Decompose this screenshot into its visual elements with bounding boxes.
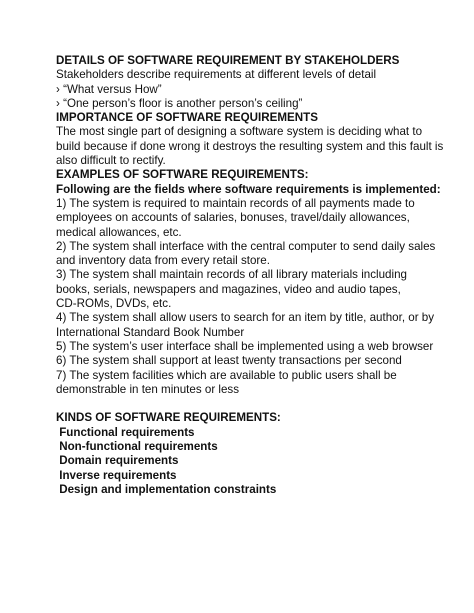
example-7-line-2: demonstrable in ten minutes or less — [56, 382, 240, 396]
example-3-line-1: 3) The system shall maintain records of all library materials including — [56, 268, 407, 282]
example-1-line-2: employees on accounts of salaries, bonuses, travel/daily allowances, — [56, 211, 410, 225]
importance-line-3: also difficult to rectify. — [56, 154, 166, 168]
example-4-line-1: 4) The system shall allow users to search for an item by title, author, or by — [56, 311, 435, 325]
example-2-line-2: and inventory data from every retail store. — [56, 254, 270, 268]
section-heading-kinds: KINDS OF SOFTWARE REQUIREMENTS: — [56, 411, 281, 425]
stakeholders-bullet-2: › “One person’s floor is another person’s ceiling” — [56, 96, 303, 110]
section-heading-importance: IMPORTANCE OF SOFTWARE REQUIREMENTS — [56, 111, 318, 125]
example-6-line-1: 6) The system shall support at least twenty transactions per second — [56, 354, 402, 368]
examples-subheading: Following are the fields where software requirements is implemented: — [56, 182, 441, 196]
example-5-line-1: 5) The system’s user interface shall be implemented using a web browser — [56, 339, 434, 353]
example-2-line-1: 2) The system shall interface with the central computer to send daily sales — [56, 239, 436, 253]
example-3-line-2: books, serials, newspapers and magazines, video and audio tapes, — [56, 282, 401, 296]
importance-line-1: The most single part of designing a software system is deciding what to — [56, 125, 423, 139]
section-heading-stakeholders: DETAILS OF SOFTWARE REQUIREMENT BY STAKEHOLDERS — [56, 54, 400, 67]
example-1-line-1: 1) The system is required to maintain records of all payments made to — [56, 196, 415, 210]
document-body — [56, 54, 456, 497]
example-3-line-3: CD-ROMs, DVDs, etc. — [56, 297, 172, 311]
kinds-item-domain: Domain requirements — [56, 454, 179, 468]
example-1-line-3: medical allowances, etc. — [56, 225, 182, 239]
kinds-item-non-functional: Non-functional requirements — [56, 440, 218, 454]
example-7-line-1: 7) The system facilities which are available to public users shall be — [56, 368, 397, 382]
kinds-item-design-constraints: Design and implementation constraints — [56, 482, 277, 496]
stakeholders-intro: Stakeholders describe requirements at different levels of detail — [56, 68, 377, 82]
stakeholders-bullet-1: › “What versus How” — [56, 82, 162, 96]
kinds-item-inverse: Inverse requirements — [56, 468, 177, 482]
example-4-line-2: International Standard Book Number — [56, 325, 245, 339]
section-spacer — [56, 397, 456, 411]
kinds-item-functional: Functional requirements — [56, 425, 195, 439]
importance-line-2: build because if done wrong it destroys the resulting system and this fault is — [56, 139, 444, 153]
section-heading-examples: EXAMPLES OF SOFTWARE REQUIREMENTS: — [56, 168, 309, 182]
